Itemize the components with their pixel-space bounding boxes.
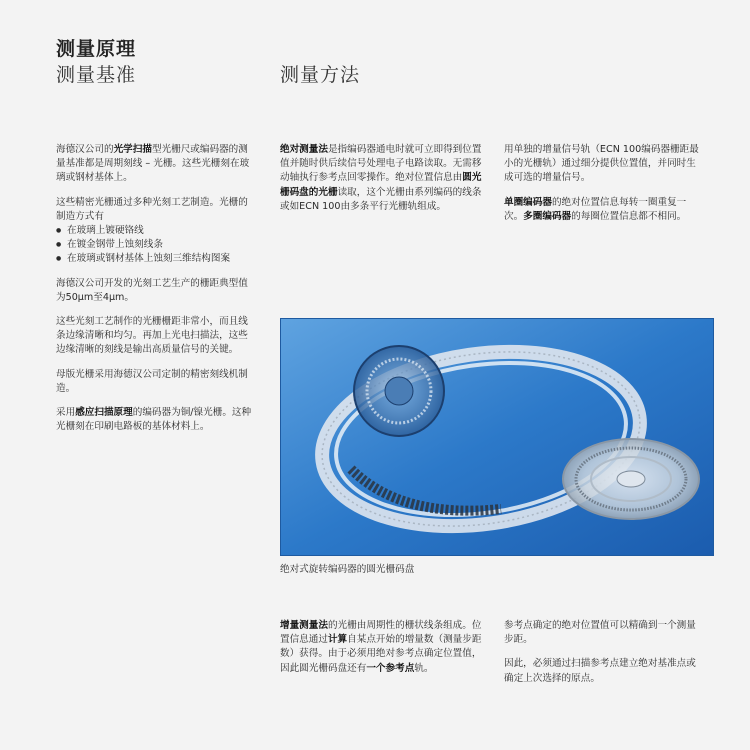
- paragraph-optical-scanning: 海德汉公司的光学扫描型光栅尺或编码器的测量基准都是周期刻线 – 光栅。这些光栅刻在玻璃或钢材基体上。: [56, 144, 250, 184]
- list-item: ● 在玻璃或钢材基体上蚀刻三维结构图案: [56, 252, 256, 266]
- section-heading-measurement-method: 测量方法: [280, 64, 361, 86]
- list-item: ● 在玻璃上镀硬铬线: [56, 224, 256, 238]
- paragraph-inductive-scanning: 采用感应扫描原理的编码器为铜/镍光栅。这种光栅刻在印刷电路板的基体材料上。: [56, 407, 252, 433]
- paragraph-master-grating: 母版光栅采用海德汉公司定制的精密刻线机制造。: [56, 368, 248, 394]
- paragraph-reference-scan: 因此，必须通过扫描参考点建立绝对基准点或确定上次选择的原点。: [504, 658, 696, 684]
- middle-column: [280, 143, 485, 224]
- paragraph-incremental-method: 增量测量法的光栅由周期性的栅状线条组成。位置信息通过计算自某点开始的增量数（测量步距数）获得。由于必须用绝对参考点确定位置值，因此圆光栅码盘还有一个参考点轨。: [280, 620, 482, 674]
- paragraph-manufacturing: 这些精密光栅通过多种光刻工艺制造。光栅的制造方式有: [56, 196, 248, 222]
- list-item: ● 在镀金钢带上蚀刻线条: [56, 238, 256, 252]
- paragraph-reference-accuracy: 参考点确定的绝对位置值可以精确到一个测量步距。: [504, 620, 696, 646]
- paragraph-edge-quality: 这些光刻工艺制作的光栅栅距非常小，而且线条边缘清晰和均匀。再加上光电扫描法，这些边缘清晰的刻线是输出高质量信号的关键。: [56, 316, 248, 356]
- bottom-middle-column: [280, 619, 485, 686]
- figure-caption: 绝对式旋转编码器的圆光栅码盘: [280, 564, 415, 575]
- bottom-right-column: [504, 619, 704, 696]
- paragraph-absolute-method: 绝对测量法是指编码器通电时就可立即得到位置值并随时供后续信号处理电子电路读取。无需移动轴执行参考点回零操作。绝对位置信息由圆光栅码盘的光栅读取，这个光栅由系列编码的线条或如ECN 100由多条平行光栅轨组成。: [280, 144, 482, 212]
- encoder-disk-photo: [280, 318, 714, 556]
- paragraph-incremental-track: 用单独的增量信号轨（ECN 100编码器栅距最小的光栅轨）通过细分提供位置值，并同时生成可选的增量信号。: [504, 144, 699, 184]
- right-column: [504, 143, 704, 234]
- left-column: [56, 143, 256, 444]
- paragraph-singleturn-multiturn: 单圈编码器的绝对位置信息每转一圈重复一次。多圈编码器的每圈位置信息都不相同。: [504, 196, 687, 222]
- manufacturing-list: [56, 224, 256, 267]
- section-heading-measurement-basis: 测量基准: [56, 64, 137, 86]
- encoder-disk-illustration: [281, 319, 713, 555]
- paragraph-grating-period: 海德汉公司开发的光刻工艺生产的栅距典型值为50μm至4μm。: [56, 277, 248, 303]
- page-title: 测量原理: [56, 38, 137, 60]
